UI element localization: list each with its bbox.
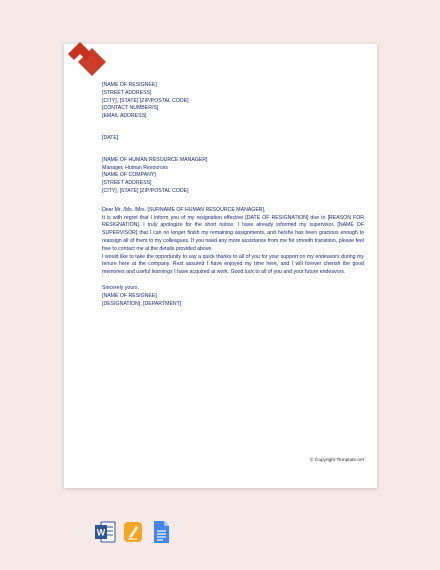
closing: Sincerely yours, <box>102 284 139 291</box>
salutation: Dear Mr. /Ms. /Mrs. [SURNAME OF HUMAN RESOURCE MANAGER], <box>102 206 266 213</box>
signature-name: [NAME OF RESIGNEE] <box>102 292 157 299</box>
pages-icon[interactable] <box>122 520 144 544</box>
letter-page <box>64 44 377 488</box>
copyright-text: © Copyright Template.net <box>309 458 364 463</box>
body-paragraph: It is with regret that I inform you of my resignation effective [DATE OF RESIGNATION] due to [REASON FOR RESIGNATION]. I truly apologize for the short notice. I have already informed my supervisor, [NAME OF SUPERVISOR] that I can no longer finish my remaining assignments, and he/she has been gracious enough to reassign all of them to my colleagues. If you need any more assistance from me for smooth transition, please feel free to contact me at the details provided above. <box>102 214 364 252</box>
recipient-title: Manager, Human Resources <box>102 164 169 171</box>
word-icon[interactable] <box>94 520 116 544</box>
body-paragraph: I would like to take the opportunity to say a quick thanks to all of you for your support on my endeavors during my tenure here at the company. Rest assured I have enjoyed my time here, and I will forever cherish the good memories and useful learnings I have acquired at work. Good luck to all of you and your future endeavors. <box>102 253 364 276</box>
recipient-address <box>102 157 364 196</box>
google-docs-icon[interactable] <box>150 520 172 544</box>
letter-content <box>102 82 364 308</box>
recipient-company: [NAME OF COMPANY] <box>102 172 156 179</box>
signature-designation: [DESIGNATION], [DEPARTMENT] <box>102 300 182 307</box>
sender-email: [EMAIL ADDRESS] <box>102 113 147 120</box>
sender-contact: [CONTACT NUMBER/S] <box>102 105 159 112</box>
recipient-name: [NAME OF HUMAN RESOURCE MANAGER] <box>102 156 208 163</box>
template-logo-icon <box>64 40 108 76</box>
recipient-city: [CITY], [STATE] [ZIP/POSTAL CODE] <box>102 187 189 194</box>
sender-name: [NAME OF RESIGNEE] <box>102 82 157 88</box>
date-block <box>102 135 364 143</box>
letter-date: [DATE] <box>102 134 119 141</box>
recipient-street: [STREET ADDRESS] <box>102 180 152 187</box>
sender-city: [CITY], [STATE] [ZIP/POSTAL CODE] <box>102 97 189 104</box>
signature-block <box>102 293 364 309</box>
sender-street: [STREET ADDRESS] <box>102 89 152 96</box>
svg-text:W: W <box>96 527 106 538</box>
sender-address <box>102 82 364 121</box>
